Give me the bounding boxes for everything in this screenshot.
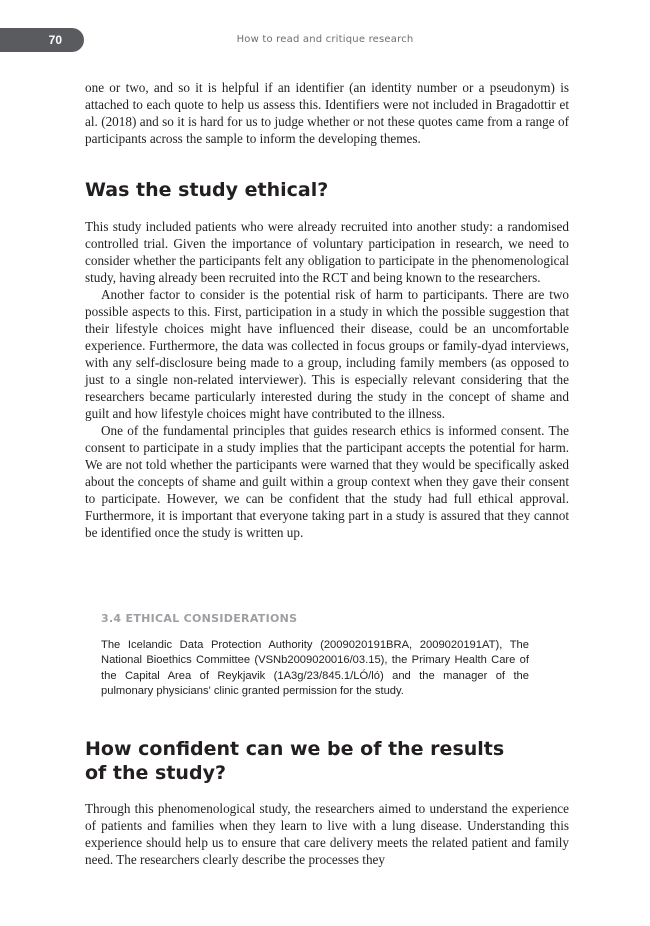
section-heading-ethics: Was the study ethical?	[85, 179, 329, 201]
confidence-body	[85, 800, 569, 868]
ethics-body	[85, 218, 569, 541]
page-number: 70	[48, 33, 62, 47]
intro-block	[85, 79, 569, 147]
ethics-paragraph-3: One of the fundamental principles that guides research ethics is informed consent. The consent to participate in a study implies that the participant accepts the potential for harm. We are not told whether the participants were warned that they would be specifically asked about the concepts of shame and guilt within a group context when they gave their consent to participate. However, we can be confident that the study had full ethical approval. Furthermore, it is important that everyone taking part in a study is assured that they cannot be identified once the study is written up.	[85, 423, 569, 540]
ethics-paragraph-2: Another factor to consider is the potential risk of harm to participants. There are two possible aspects to this. First, participation in a study in which the possible suggestion that their lifestyle choices might have influenced their disease, could be an uncomfortable experience. Furthermore, the data was collected in focus groups or family-dyad interviews, with any self-disclosure being made to a group, including family members (as opposed to just to a single non-related interviewer). This is especially relevant considering that the researchers became particularly interested during the study in the concept of shame and guilt and how lifestyle choices might have contributed to the illness.	[85, 287, 569, 421]
ethics-section	[85, 178, 569, 202]
confidence-section	[85, 737, 505, 785]
section-heading-confidence: How confident can we be of the results of the study?	[85, 738, 505, 784]
ethical-considerations-box	[101, 612, 529, 700]
intro-paragraph: one or two, and so it is helpful if an identifier (an identity number or a pseudonym) is attached to each quote to help us assess this. Identifiers were not included in Bragadottir et al. (2018) and so it is hard for us to judge whether or not these quotes came from a range of participants across the sample to inform the developing themes.	[85, 80, 569, 146]
confidence-paragraph: Through this phenomenological study, the researchers aimed to understand the experience of patients and families when they learn to live with a lung disease. Understanding this experience should help us to ensure that care delivery meets the related patient and family need. The researchers clearly describe the processes they	[85, 801, 569, 867]
running-head: How to read and critique research	[236, 34, 414, 45]
box-text: The Icelandic Data Protection Authority (2009020191BRA, 2009020191AT), The National Bioethics Committee (VSNb2009020016/03.15), the Primary Health Care of the Capital Area of Reykjavik (1A3g/23/845.1/LÓ/ló) and the manager of the pulmonary physicians' clinic granted permission for the study.	[101, 639, 529, 698]
box-title: 3.4 ETHICAL CONSIDERATIONS	[101, 612, 298, 625]
ethics-paragraph-1: This study included patients who were already recruited into another study: a randomised controlled trial. Given the importance of voluntary participation in research, we need to consider whether the participants felt any obligation to participate in the phenomenological study, having already been recruited into the RCT and being known to the researchers.	[85, 219, 569, 285]
